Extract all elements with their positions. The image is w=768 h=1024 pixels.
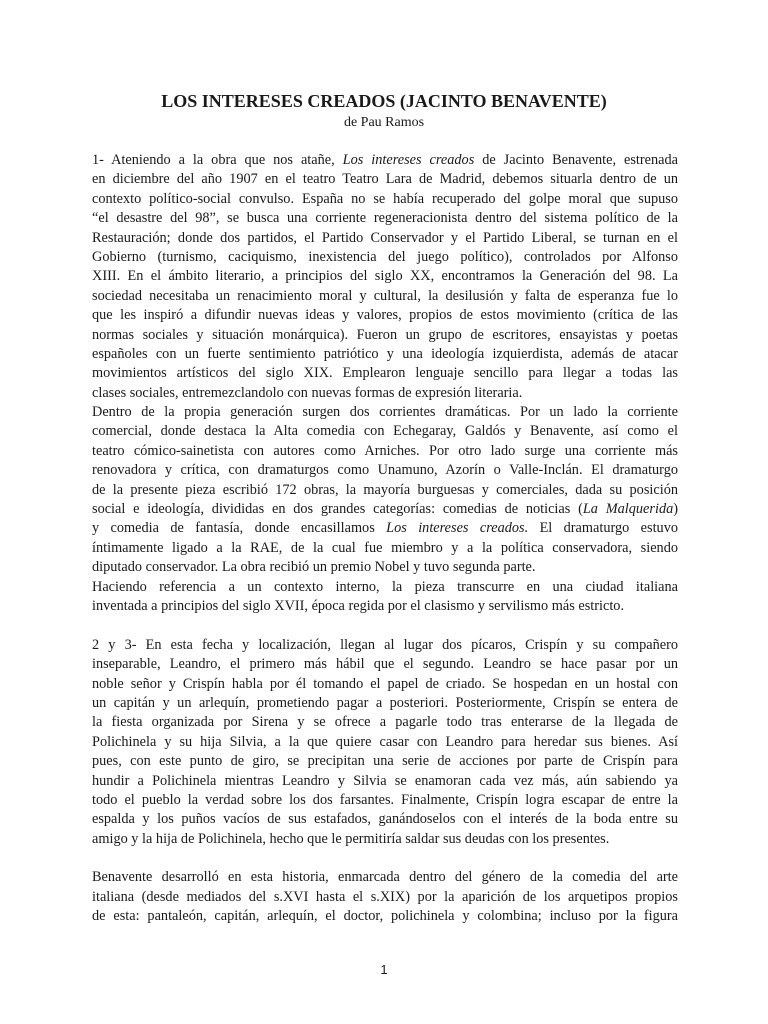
- paragraph-line: Benavente desarrolló en esta historia, enmarcada dentro del género de la comedia del arte: [92, 869, 678, 886]
- paragraph-line: de esta: pantaleón, capitán, arlequín, el doctor, polichinela y colombina; incluso por la figura: [92, 908, 678, 925]
- paragraph-line: españoles con un fuerte sentimiento patriótico y una ideología izquierdista, además de atacar: [92, 345, 678, 362]
- text-run: y comedia de fantasía, donde encasillamos: [92, 520, 387, 537]
- paragraph-line: teatro cómico-sainetista con autores como Arniches. Por otro lado surge una corriente más: [92, 442, 678, 459]
- document-body: [92, 151, 678, 927]
- paragraph-line: [92, 519, 678, 538]
- paragraph-line: sociedad necesitaba un renacimiento moral y cultural, la desilusión y falta de esperanza fue lo: [92, 287, 678, 304]
- italic-title: Los intereses creados.: [386, 520, 529, 537]
- paragraph-line: de la presente pieza escribió 172 obras, la mayoría burguesas y comerciales, dada su posición: [92, 481, 678, 498]
- text-run: El dramaturgo estuvo: [528, 520, 678, 537]
- paragraph-line: todo el pueblo la verdad sobre los dos farsantes. Finalmente, Crispín logra escapar de entre la: [92, 791, 678, 808]
- paragraph-line: Restauración; donde dos partidos, el Partido Conservador y el Partido Liberal, se turnan en el: [92, 229, 678, 246]
- paragraph-line: inseparable, Leandro, el primero más hábil que el segundo. Leandro se hace pasar por un: [92, 656, 678, 673]
- paragraph-line: inventada a principios del siglo XVII, época regida por el clasismo y servilismo más estricto.: [92, 597, 625, 614]
- paragraph-line: Haciendo referencia a un contexto interno, la pieza transcurre en una ciudad italiana: [92, 578, 678, 595]
- paragraph-line: Polichinela y su hija Silvia, a la que quiere casar con Leandro para heredar sus bienes. Así: [92, 733, 678, 750]
- paragraph-line: pues, con este punto de giro, se precipitan una serie de acciones por parte de Crispín para: [92, 753, 678, 770]
- paragraph-spacer: [92, 849, 678, 868]
- paragraph-line: italiana (desde mediados del s.XVI hasta el s.XIX) por la aparición de los arquetipos propios: [92, 888, 678, 905]
- paragraph-line: Gobierno (turnismo, caciquismo, inexistencia del juego político), controlados por Alfonso: [92, 248, 678, 265]
- paragraph-line: [92, 500, 678, 519]
- paragraph-line: hundir a Polichinela mientras Leandro y Silvia se enamoran cada vez más, aún sabiendo ya: [92, 772, 678, 789]
- text-run: ): [673, 501, 679, 518]
- document-title: LOS INTERESES CREADOS (JACINTO BENAVENTE): [161, 91, 607, 111]
- paragraph-line: normas sociales y situación monárquica). Fueron un grupo de escritores, ensayistas y poetas: [92, 326, 678, 343]
- paragraph-line: renovadora y crítica, con dramaturgos como Unamuno, Azorín o Valle-Inclán. El dramaturgo: [92, 462, 678, 479]
- text-run: de Jacinto Benavente, estrenada: [474, 152, 678, 168]
- paragraph-line: contexto político-social convulso. España no se había recuperado del golpe moral que supuso: [92, 190, 678, 207]
- paragraph-line: “el desastre del 98”, se busca una corriente regeneracionista dentro del sistema político de la: [92, 210, 678, 227]
- text-run: 1- Ateniendo a la obra que nos atañe,: [92, 152, 343, 168]
- paragraph-spacer: [92, 616, 678, 635]
- paragraph-line: XIII. En el ámbito literario, a principios del siglo XX, encontramos la Generación del 98. La: [92, 268, 678, 285]
- paragraph-line: comercial, donde destaca la Alta comedia con Echegaray, Galdós y Benavente, así como el: [92, 423, 678, 440]
- paragraph-line: que les inspiró a difundir nuevas ideas y valores, propios de estos movimiento (crítica de las: [92, 307, 678, 324]
- paragraph-line: [92, 151, 678, 170]
- page-number: 1: [380, 962, 388, 977]
- paragraph-line: amigo y la hija de Polichinela, hecho que le permitiría saldar sus deudas con los presentes.: [92, 830, 610, 847]
- paragraph-line: en diciembre del año 1907 en el teatro Teatro Lara de Madrid, debemos situarla dentro de un: [92, 171, 678, 188]
- paragraph-line: movimientos artísticos del siglo XIX. Emplearon lenguaje sencillo para llegar a todas las: [92, 365, 678, 382]
- paragraph-line: la fiesta organizada por Sirena y se ofrece a pagarle todo tras enterarse de la llegada de: [92, 714, 678, 731]
- paragraph-line: noble señor y Crispín habla por él tomando el papel de criado. Se hospedan en un hostal con: [92, 675, 678, 692]
- paragraph-line: Dentro de la propia generación surgen dos corrientes dramáticas. Por un lado la corriente: [92, 404, 678, 421]
- paragraph-line: íntimamente ligado a la RAE, de la cual fue miembro y a la política conservadora, siendo: [92, 539, 678, 556]
- text-run: social e ideología, divididas en dos grandes categorías: comedias de noticias (: [92, 501, 583, 518]
- italic-title: La Malquerida: [582, 501, 674, 518]
- paragraph-line: un capitán y un arlequín, prometiendo pagar a posteriori. Posteriormente, Crispín se entera de: [92, 694, 678, 711]
- document-author: de Pau Ramos: [343, 115, 425, 130]
- italic-title: Los intereses creados: [342, 152, 475, 168]
- paragraph-line: espalda y los puños vacíos de sus estafados, ganándoselos con el interés de la boda entre su: [92, 811, 678, 828]
- paragraph-line: 2 y 3- En esta fecha y localización, llegan al lugar dos pícaros, Crispín y su compañero: [92, 636, 678, 653]
- paragraph-line: clases sociales, entremezclandolo con nuevas formas de expresión literaria.: [92, 384, 523, 401]
- paragraph-line: diputado conservador. La obra recibió un premio Nobel y tuvo segunda parte.: [92, 559, 536, 576]
